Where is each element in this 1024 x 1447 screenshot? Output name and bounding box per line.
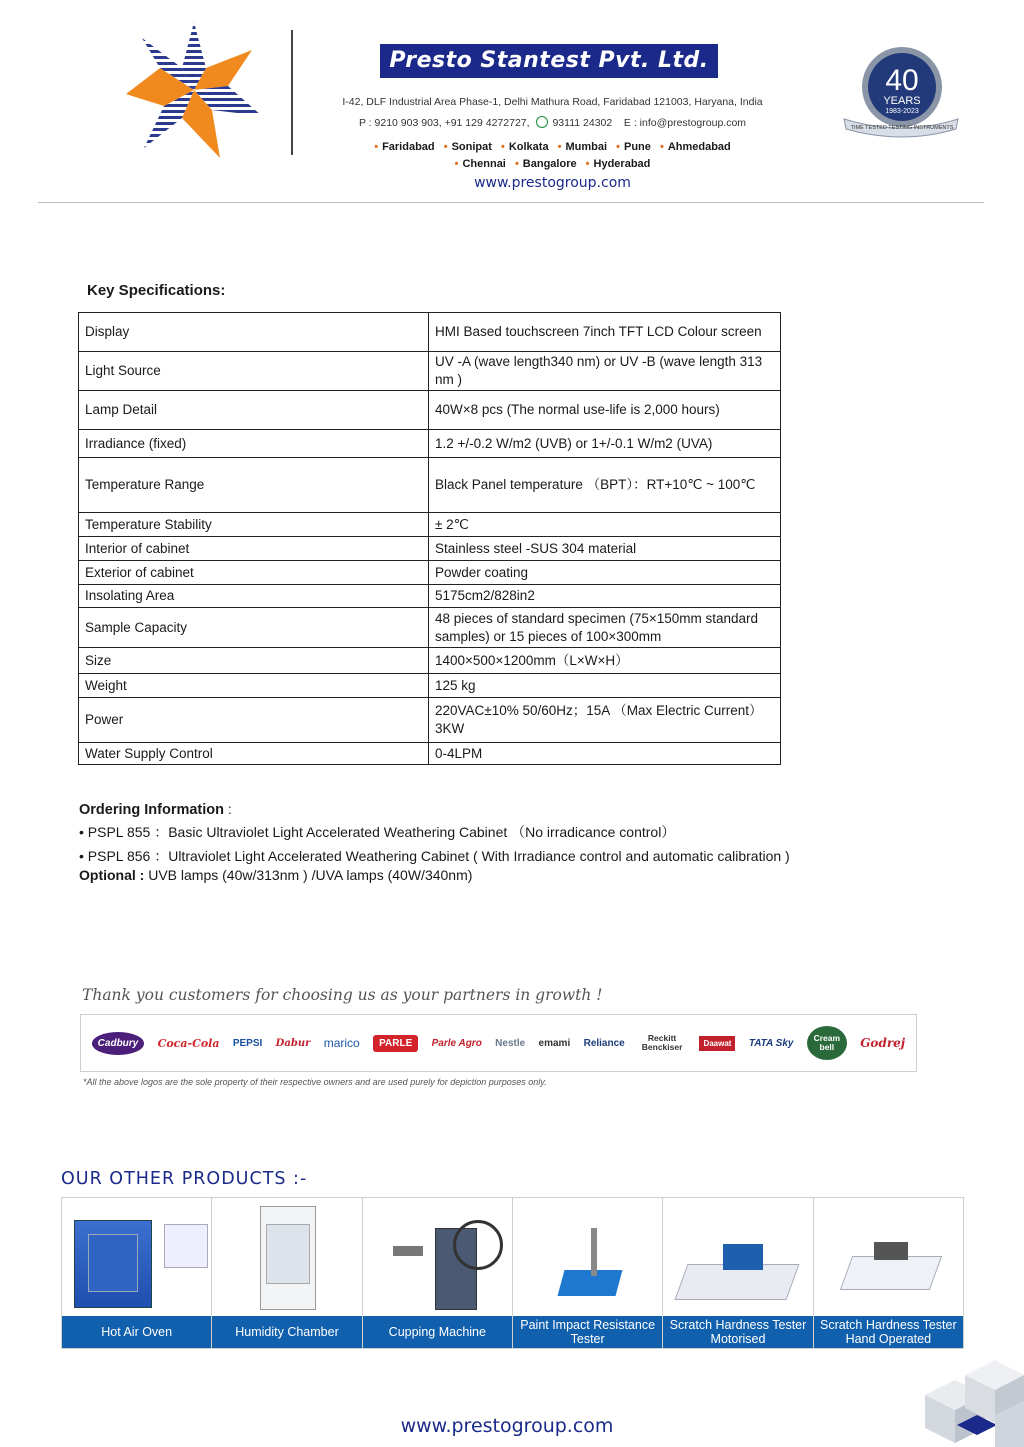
table-row [79, 513, 781, 537]
city: • Pune [616, 141, 651, 153]
daawat-logo: Daawat [699, 1036, 735, 1051]
badge-word: YEARS [883, 95, 921, 107]
other-products-heading: OUR OTHER PRODUCTS :- [61, 1169, 308, 1189]
spec-value: Black Panel temperature （BPT）：RT+10℃ ~ 100℃ [429, 458, 781, 513]
paint-impact-tester-image [513, 1198, 662, 1316]
product-card-paint-impact-tester[interactable] [513, 1198, 663, 1348]
scratch-tester-hand-image [814, 1198, 963, 1316]
spec-key: Size [79, 648, 429, 674]
ordering-item: • PSPL 856 ：Ultraviolet Light Accelerated Weathering Cabinet ( With Irradiance control and automatic calibration ) [79, 845, 790, 867]
cadbury-logo: Cadbury [92, 1032, 145, 1055]
table-row [79, 698, 781, 743]
email-address[interactable]: E : info@prestogroup.com [623, 117, 747, 129]
product-label: Scratch Hardness Tester Motorised [663, 1316, 812, 1348]
spec-value: Stainless steel -SUS 304 material [429, 537, 781, 561]
nestle-logo: Nestle [495, 1037, 526, 1049]
reckitt-logo: Reckitt Benckiser [641, 1033, 683, 1052]
cream-bell-logo: Cream bell [807, 1026, 847, 1060]
city: • Mumbai [558, 141, 607, 153]
table-row [79, 608, 781, 648]
ordering-item: • PSPL 855 ：Basic Ultraviolet Light Accelerated Weathering Cabinet （No irradicance control） [79, 821, 790, 843]
specs-title: Key Specifications: [87, 282, 226, 299]
spec-key: Sample Capacity [79, 608, 429, 648]
product-label: Hot Air Oven [62, 1316, 211, 1348]
optional-label: Optional : [79, 867, 145, 883]
table-row [79, 458, 781, 513]
parle-logo: PARLE [373, 1035, 418, 1052]
city: • Hyderabad [586, 158, 651, 170]
table-row [79, 674, 781, 698]
customer-logos-strip [80, 1014, 917, 1072]
spec-key: Water Supply Control [79, 743, 429, 765]
spec-value: 1400×500×1200mm（L×W×H） [429, 648, 781, 674]
product-card-scratch-tester-hand[interactable] [814, 1198, 963, 1348]
table-row [79, 648, 781, 674]
spec-key: Temperature Stability [79, 513, 429, 537]
product-card-scratch-tester-motorised[interactable] [663, 1198, 813, 1348]
spec-key: Weight [79, 674, 429, 698]
product-label: Scratch Hardness Tester Hand Operated [814, 1316, 963, 1348]
humidity-chamber-image [212, 1198, 361, 1316]
godrej-logo: Godrej [860, 1036, 906, 1050]
spec-value: 1.2 +/-0.2 W/m2 (UVB) or 1+/-0.1 W/m2 (UVA) [429, 430, 781, 458]
spec-key: Interior of cabinet [79, 537, 429, 561]
presto-logo [124, 20, 264, 160]
city: • Kolkata [501, 141, 549, 153]
spec-key: Exterior of cabinet [79, 561, 429, 585]
spec-key: Temperature Range [79, 458, 429, 513]
city: • Bangalore [515, 158, 577, 170]
hot-air-oven-image [62, 1198, 211, 1316]
table-row [79, 352, 781, 391]
parle-agro-logo: Parle Agro [431, 1037, 482, 1049]
table-row [79, 537, 781, 561]
optional-text: UVB lamps (40w/313nm ) /UVA lamps (40W/340nm) [148, 867, 473, 883]
product-card-cupping-machine[interactable] [363, 1198, 513, 1348]
spec-value: 125 kg [429, 674, 781, 698]
scratch-tester-motorised-image [663, 1198, 812, 1316]
spec-value: 40W×8 pcs (The normal use-life is 2,000 hours) [429, 391, 781, 430]
reliance-logo: Reliance [583, 1037, 625, 1049]
product-label: Paint Impact Resistance Tester [513, 1316, 662, 1348]
spec-value: HMI Based touchscreen 7inch TFT LCD Colour screen [429, 313, 781, 352]
badge-ribbon: TIME TESTED TESTING INSTRUMENTS [850, 125, 954, 131]
logos-disclaimer: *All the above logos are the sole property of their respective owners and are used purely for depiction purposes only. [83, 1077, 547, 1087]
spec-key: Light Source [79, 352, 429, 391]
cupping-machine-image [363, 1198, 512, 1316]
company-address: I-42, DLF Industrial Area Phase-1, Delhi Mathura Road, Faridabad 121003, Haryana, India [342, 96, 763, 108]
website-link-bottom[interactable]: www.prestogroup.com [400, 1415, 614, 1437]
specs-table [78, 312, 781, 765]
whatsapp-icon [536, 116, 548, 128]
product-label: Cupping Machine [363, 1316, 512, 1348]
whatsapp-number: 93111 24302 [552, 117, 613, 129]
contact-line [300, 116, 805, 129]
pepsi-logo: PEPSI [232, 1037, 263, 1049]
spec-value: UV -A (wave length340 nm) or UV -B (wave length 313 nm ) [429, 352, 781, 391]
city: • Faridabad [374, 141, 434, 153]
40-years-badge [840, 45, 960, 145]
spec-value: Powder coating [429, 561, 781, 585]
phone-numbers: P : 9210 903 903, +91 129 4272727, [358, 117, 530, 129]
company-name: Presto Stantest Pvt. Ltd. [380, 44, 718, 78]
city: • Chennai [455, 158, 506, 170]
table-row [79, 430, 781, 458]
spec-value: ± 2℃ [429, 513, 781, 537]
emami-logo: emami [538, 1037, 571, 1049]
badge-range: 1983-2023 [885, 108, 919, 115]
spec-value: 48 pieces of standard specimen (75×150mm standard samples) or 15 pieces of 100×300mm [429, 608, 781, 648]
other-products-grid [61, 1197, 964, 1349]
table-row [79, 743, 781, 765]
product-card-humidity-chamber[interactable] [212, 1198, 362, 1348]
spec-key: Irradiance (fixed) [79, 430, 429, 458]
spec-value: 220VAC±10% 50/60Hz；15A （Max Electric Current）3KW [429, 698, 781, 743]
header-divider [291, 30, 293, 155]
tata-sky-logo: TATA Sky [748, 1037, 794, 1049]
marico-logo: marico [323, 1036, 360, 1050]
coca-cola-logo: Coca-Cola [157, 1036, 220, 1050]
spec-key: Power [79, 698, 429, 743]
dabur-logo: Dabur [275, 1037, 311, 1049]
spec-key: Lamp Detail [79, 391, 429, 430]
spec-key: Insolating Area [79, 585, 429, 608]
ordering-section: Ordering Information : • PSPL 855 ：Basic Ultraviolet Light Accelerated Weathering Cabinet （No irradicance control） • PSPL 856 ：Ultraviolet Light Accelerated Weathering Cabinet ( With Irradiance control and automatic calibration ) Optional : UVB lamps (40w/313nm ) /UVA lamps (40W/340nm) [79, 798, 790, 886]
customers-heading: Thank you customers for choosing us as your partners in growth ! [82, 986, 603, 1004]
table-row [79, 313, 781, 352]
product-card-hot-air-oven[interactable] [62, 1198, 212, 1348]
table-row [79, 561, 781, 585]
header-rule [38, 202, 984, 203]
city: • Sonipat [444, 141, 492, 153]
spec-value: 0-4LPM [429, 743, 781, 765]
ordering-heading: Ordering Information [79, 802, 224, 818]
city: • Ahmedabad [660, 141, 731, 153]
spec-key: Display [79, 313, 429, 352]
badge-number: 40 [885, 64, 919, 97]
table-row [79, 391, 781, 430]
table-row [79, 585, 781, 608]
branch-cities [300, 139, 805, 173]
spec-value: 5175cm2/828in2 [429, 585, 781, 608]
product-label: Humidity Chamber [212, 1316, 361, 1348]
website-link-top[interactable]: www.prestogroup.com [474, 175, 631, 191]
